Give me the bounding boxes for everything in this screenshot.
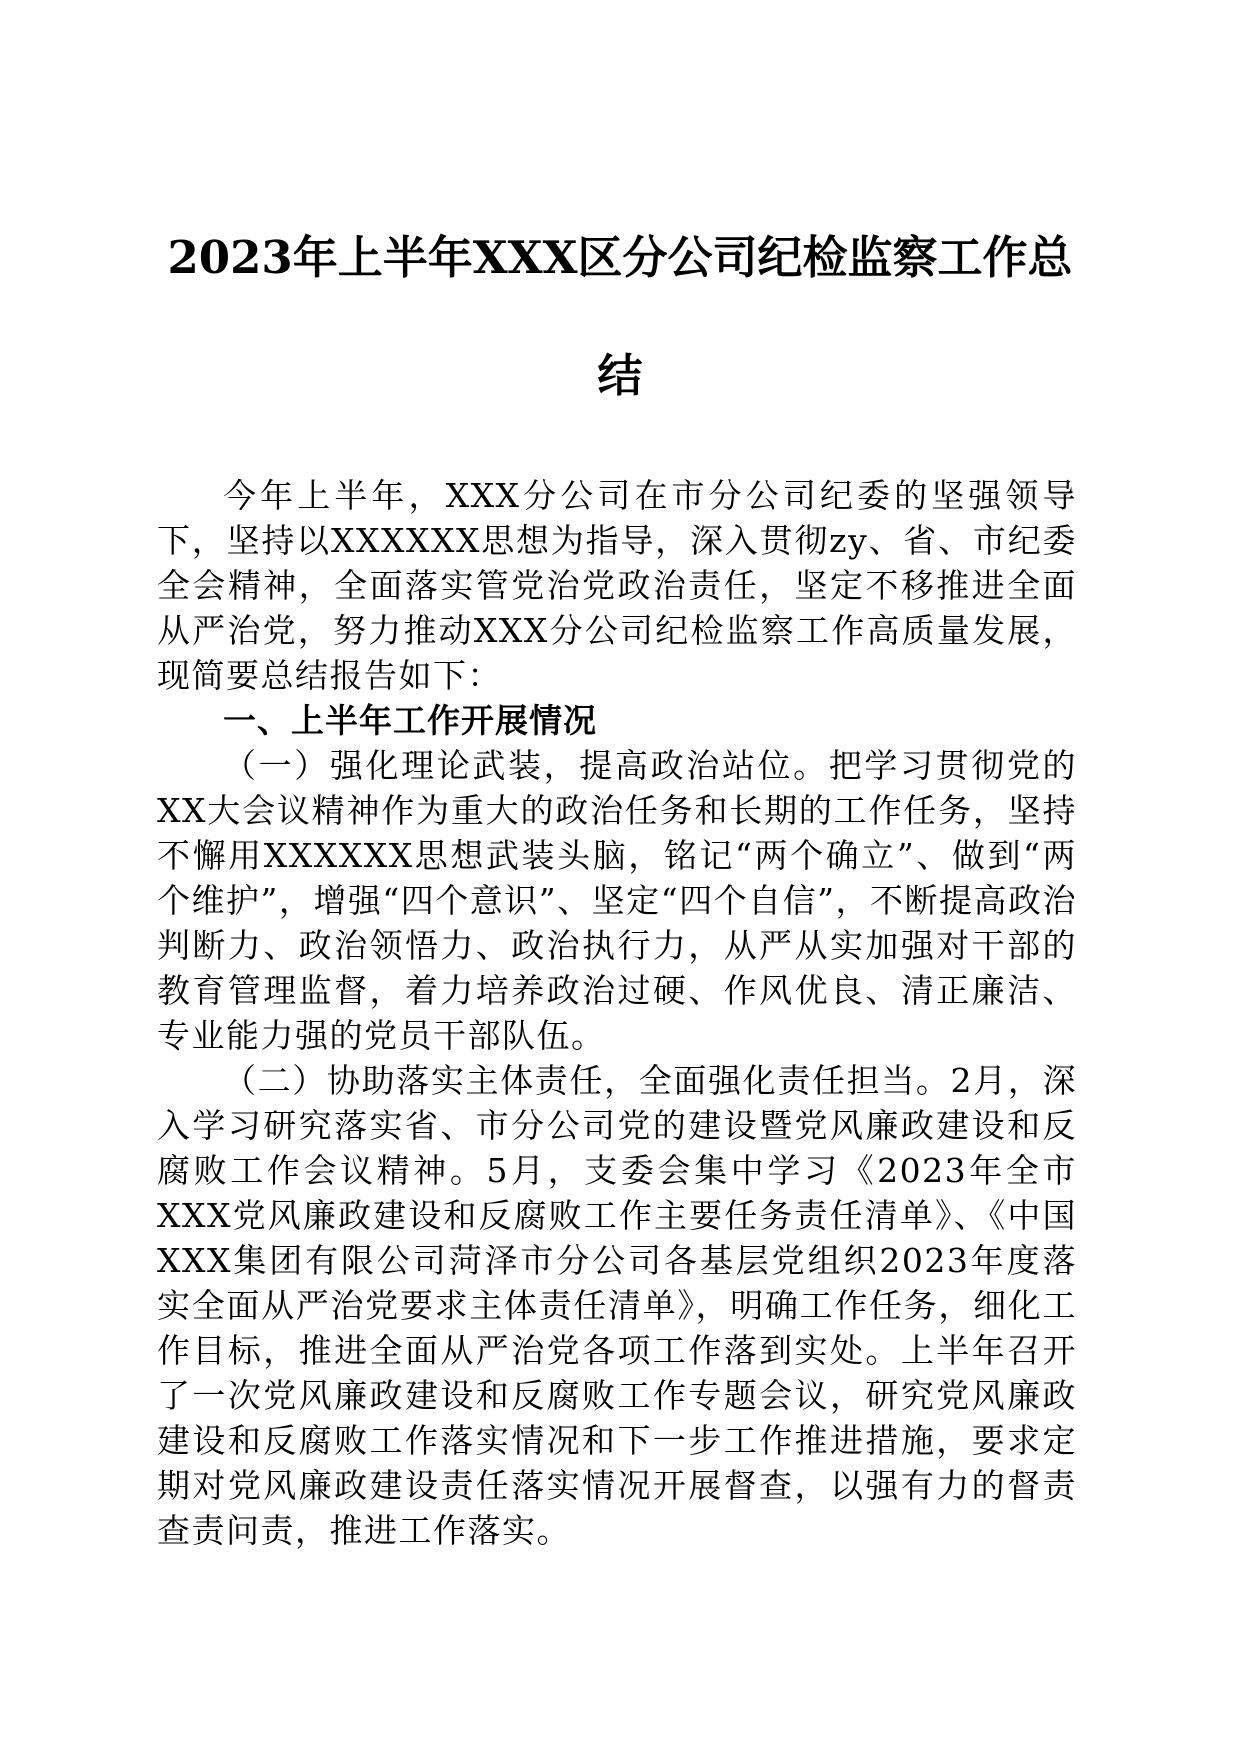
- paragraph-2: （二）协助落实主体责任，全面强化责任担当。2月，深入学习研究落实省、市分公司党的建设暨党风廉政建设和反腐败工作会议精神。5月，支委会集中学习《2023年全市XXX党风廉政建设和反腐败工作主要任务责任清单》、《中国XXX集团有限公司菏泽市分公司各基层党组织2023年度落实全面从严治党要求主体责任清单》，明确工作任务，细化工作目标，推进全面从严治党各项工作落到实处。上半年召开了一次党风廉政建设和反腐败工作专题会议，研究党风廉政建设和反腐败工作落实情况和下一步工作推进措施，要求定期对党风廉政建设责任落实情况开展督查，以强有力的督责查责问责，推进工作落实。: [157, 1061, 1077, 1550]
- document-body: [157, 473, 1077, 1553]
- paragraph-1: （一）强化理论武装，提高政治站位。把学习贯彻党的XX大会议精神作为重大的政治任务和长期的工作任务，坚持不懈用XXXXXX思想武装头脑，铭记“两个确立”、做到“两个维护”，增强“四个意识”、坚定“四个自信”，不断提高政治判断力、政治领悟力、政治执行力，从严从实加强对干部的教育管理监督，着力培养政治过硬、作风优良、清正廉洁、专业能力强的党员干部队伍。: [157, 746, 1077, 1055]
- document-title-line1: 2023年上半年XXX区分公司纪检监察工作总: [167, 231, 1073, 284]
- intro-paragraph: 今年上半年，XXX分公司在市分公司纪委的坚强领导下，坚持以XXXXXX思想为指导，深入贯彻zy、省、市纪委全会精神，全面落实管党治党政治责任，坚定不移推进全面从严治党，努力推动XXX分公司纪检监察工作高质量发展，现简要总结报告如下：: [157, 476, 1077, 695]
- document-title-line2: 结: [597, 349, 643, 402]
- section-heading: 一、上半年工作开展情况: [223, 701, 597, 740]
